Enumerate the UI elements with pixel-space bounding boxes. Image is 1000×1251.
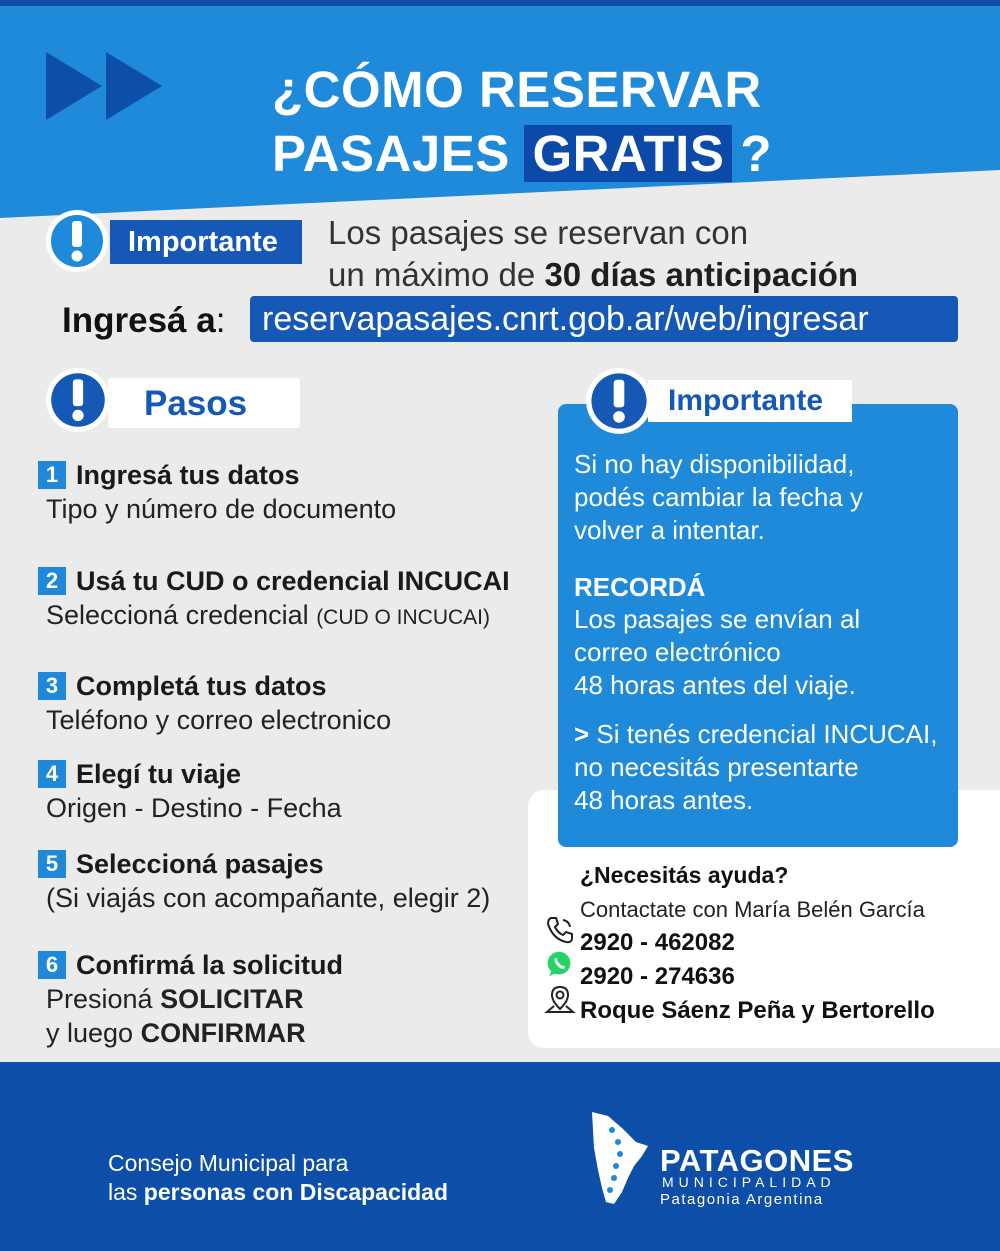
logo-name: PATAGONES (660, 1143, 854, 1178)
page-title (272, 58, 772, 186)
location-icon (544, 984, 576, 1016)
exclamation-icon (44, 366, 112, 434)
title-question: ? (740, 125, 773, 182)
text-line: Si no hay disponibilidad, (574, 449, 855, 479)
phone-number-2[interactable]: 2920 - 274636 (580, 963, 735, 990)
important-text (328, 212, 858, 296)
ingresa-colon: : (215, 301, 226, 340)
exclamation-icon (584, 366, 654, 436)
text-line: podés cambiar la fecha y (574, 482, 864, 512)
address: Roque Sáenz Peña y Bertorello (580, 997, 935, 1024)
step-number: 4 (38, 760, 66, 788)
text-line: no necesitás presentarte (574, 752, 859, 782)
help-contact: Contactate con María Belén García (580, 897, 925, 922)
step-desc (46, 982, 343, 1016)
text-line: 48 horas antes. (574, 785, 754, 815)
exclamation-icon (44, 208, 110, 274)
arrow-marker: > (574, 719, 590, 749)
text-line: Los pasajes se envían al (574, 604, 861, 634)
step-title: Usá tu CUD o credencial INCUCAI (76, 565, 510, 596)
title-line-1: ¿CÓMO RESERVAR (272, 61, 762, 118)
logo-tagline: Patagonia Argentina (660, 1191, 824, 1208)
important-box-paragraph-2 (574, 603, 860, 702)
logo-subtitle: MUNICIPALIDAD (662, 1174, 836, 1190)
footer-council (108, 1149, 448, 1207)
important-box-paragraph-1 (574, 448, 863, 547)
step-desc: Teléfono y correo electronico (46, 705, 392, 735)
step-desc-2 (46, 1016, 343, 1050)
pasos-badge: Pasos (108, 378, 300, 428)
text-line: correo electrónico (574, 637, 781, 667)
step-desc2-pre: y luego (46, 1018, 134, 1048)
step-desc: Origen - Destino - Fecha (46, 793, 342, 823)
footer-line-2 (108, 1178, 448, 1207)
step-1 (38, 458, 396, 526)
step-desc2-bold: CONFIRMAR (140, 1018, 306, 1048)
step-2 (38, 564, 510, 635)
step-number: 1 (38, 461, 66, 489)
step-number: 6 (38, 951, 66, 979)
ingresa-label (62, 298, 225, 344)
title-line-2 (272, 122, 772, 186)
important-badge: Importante (110, 220, 302, 264)
patagones-map-logo-icon (588, 1108, 660, 1208)
step-title: Ingresá tus datos (76, 459, 300, 490)
title-gratis-highlight: GRATIS (524, 125, 732, 182)
text-line (574, 718, 937, 751)
important-text-bold: 30 días anticipación (544, 256, 859, 293)
step-4 (38, 757, 342, 825)
step-desc-pre: Presioná (46, 984, 153, 1014)
important-text-pre: un máximo de (328, 256, 536, 293)
fast-forward-icon (44, 52, 164, 120)
help-title: ¿Necesitás ayuda? (580, 862, 789, 888)
phone-icon (544, 914, 576, 946)
step-5 (38, 847, 490, 915)
step-title: Seleccioná pasajes (76, 848, 324, 879)
text-line-content: Si tenés credencial INCUCAI, (596, 719, 938, 749)
step-number: 5 (38, 850, 66, 878)
step-6 (38, 948, 343, 1050)
reservation-url-link[interactable]: reservapasajes.cnrt.gob.ar/web/ingresar (250, 296, 958, 342)
step-number: 2 (38, 567, 66, 595)
step-desc-main: Seleccioná credencial (46, 600, 309, 630)
step-desc: Tipo y número de documento (46, 494, 397, 524)
step-desc (46, 598, 510, 635)
step-3 (38, 669, 391, 737)
ingresa-label-text: Ingresá a (62, 301, 216, 340)
step-desc-bold: SOLICITAR (160, 984, 304, 1014)
text-line: 48 horas antes del viaje. (574, 670, 856, 700)
phone-number-1[interactable]: 2920 - 462082 (580, 929, 735, 956)
step-number: 3 (38, 672, 66, 700)
step-title: Confirmá la solicitud (76, 949, 344, 980)
step-title: Elegí tu viaje (76, 758, 242, 789)
important-text-line-2 (328, 254, 858, 296)
footer-line-2-bold: personas con Discapacidad (143, 1179, 449, 1205)
important-box-paragraph-3 (574, 718, 937, 817)
whatsapp-icon (545, 950, 573, 978)
title-pasajes: PASAJES (272, 125, 510, 182)
step-desc: (Si viajás con acompañante, elegir 2) (46, 883, 491, 913)
important-text-line-1: Los pasajes se reservan con (328, 214, 749, 251)
step-title: Completá tus datos (76, 670, 327, 701)
important-box-badge: Importante (648, 380, 852, 422)
footer-line-2-pre: las (108, 1179, 138, 1205)
recorda-heading: RECORDÁ (574, 572, 706, 602)
footer-line-1: Consejo Municipal para (108, 1150, 349, 1176)
step-desc-small: (CUD O INCUCAI) (316, 606, 491, 629)
text-line: volver a intentar. (574, 515, 765, 545)
